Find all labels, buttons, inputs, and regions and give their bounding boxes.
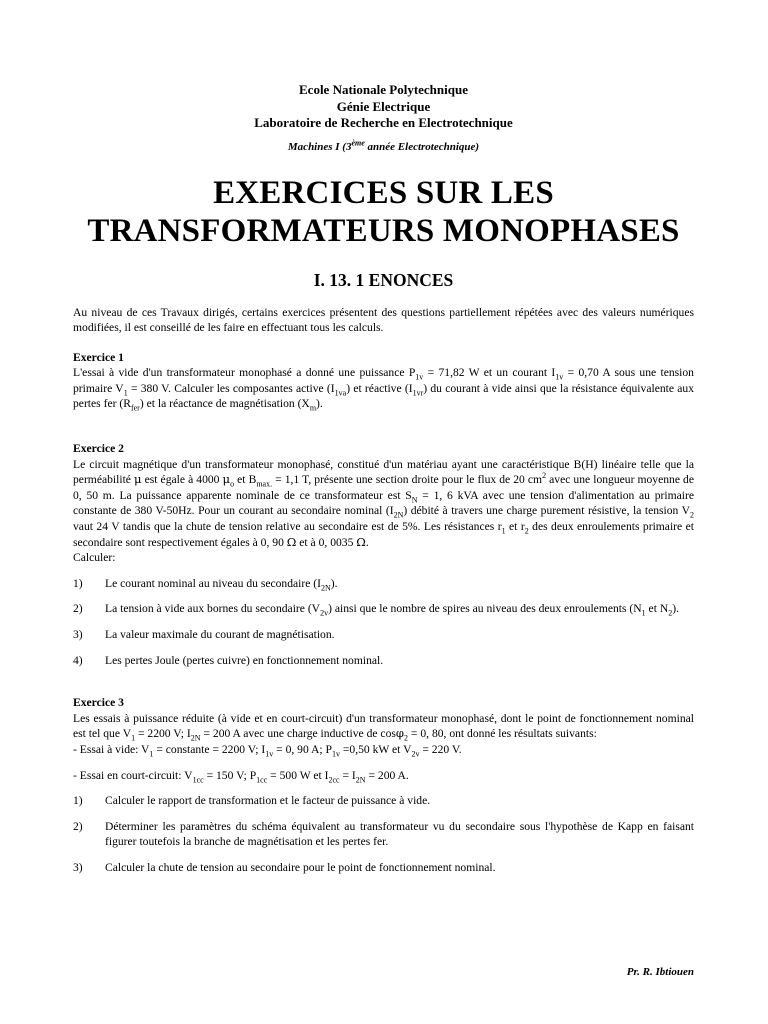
page-title bbox=[73, 174, 694, 250]
title-line-1: EXERCICES SUR LES bbox=[213, 174, 554, 211]
section-heading: I. 13. 1 ENONCES bbox=[313, 269, 454, 290]
course-line: Machines I (3ème année Electrotechnique) bbox=[287, 137, 480, 153]
exercise-2-item-2: 2) La tension à vide aux bornes du secondaire $(V_{2v})$ ainsi que le nombre de spires au niveau des deux enroulements ($N_1$ et $N_2$). bbox=[73, 602, 679, 618]
exercise-1-title: Exercice 1 bbox=[73, 350, 124, 364]
exercise-2-calculer: Calculer: bbox=[73, 551, 116, 565]
exercise-3-item-1: 1) Calculer le rapport de transformation et le facteur de puissance à vide. bbox=[73, 794, 431, 808]
exercise-1-text: L'essai à vide d'un transformateur monophasé a donné une puissance $P_{1v} = 71,82$ W et un courant $I_{1v} = 0,70$ A sous une tension primaire $V_1 = 380$ V. Calculer les composantes active $(I_{1va})$ et réactive $(I_{1vr})$ du courant à vide ainsi que la résistance équivalente aux pertes fer $(R_{fer})$ et la réactance de magnétisation $(X_m)$. bbox=[73, 366, 694, 413]
exercise-2-item-1: 1) Le courant nominal au niveau du secondaire $(I_{2N})$. bbox=[73, 576, 338, 593]
exercise-3-item-2: 2) Déterminer les paramètres du schéma équivalent au transformateur vu du secondaire sous l'hypothèse de Kapp en faisant figurer toutefois la branche de magnétisation et les pertes fer. bbox=[73, 819, 694, 849]
intro-paragraph: Au niveau de ces Travaux dirigés, certains exercices présentent des questions partiellement répétées avec des valeurs numériques modifiées, il est conseillé de les faire en effectuant tous les calculs. bbox=[73, 305, 694, 335]
exercise-2-item-3: 3) La valeur maximale du courant de magnétisation. bbox=[73, 628, 335, 641]
exercise-2-text: Le circuit magnétique d'un transformateur monophasé, constitué d'un matériau ayant une caractéristique B(H) linéaire telle que la perméabilité μ est égale à 4000 $\mu_o$ et $B_{max.} = 1,1$ T, présente une section droite pour le flux de 20 $cm^2$ avec une longueur moyenne de 0, 50 m. La puissance apparente nominale de ce transformateur est $S_N = 1$, 6 kVA avec une tension d'alimentation au primaire constante de 380 V-50Hz. Pour un courant au secondaire nominal $(I_{2N})$ débité à travers une charge purement résistive, la tension $V_2$ vaut 24 V tandis que la chute de tension relative au secondaire est de 5%. Les résistances $r_1$ et $r_2$ des deux enroulements primaire et secondaire sont respectivement égales à 0, 90 Ω et à 0, 0035 Ω. bbox=[73, 457, 694, 549]
exercise-3-text: Les essais à puissance réduite (à vide et en court-circuit) d'un transformateur monophasé, dont le point de fonctionnement nominal est tel que $V_1 = 2200$ V; $I_{2N} = 200$ A avec une charge inductive de cosφ$_2$ = 0, 80, ont donné les résultats suivants: bbox=[73, 711, 694, 743]
exercise-3-essai-vide: - Essai à vide: $V_1$ = constante = 2200 V; $I_{1v} = 0$, 90 A; $P_{1v} =0,50$ kW et $V_{2v} = 220$ V. bbox=[73, 742, 462, 759]
header-block bbox=[73, 82, 694, 132]
exercise-2-item-4: 4) Les pertes Joule (pertes cuivre) en fonctionnement nominal. bbox=[73, 653, 384, 667]
lab-name: Laboratoire de Recherche en Electrotechnique bbox=[254, 115, 513, 130]
exercise-3-title: Exercice 3 bbox=[73, 696, 124, 710]
school-name: Ecole Nationale Polytechnique bbox=[299, 82, 468, 97]
exercise-2-title: Exercice 2 bbox=[73, 442, 124, 456]
exercise-3-item-3: 3) Calculer la chute de tension au secondaire pour le point de fonctionnement nominal. bbox=[73, 860, 496, 874]
title-line-2: TRANSFORMATEURS MONOPHASES bbox=[87, 212, 680, 249]
author-footer: Pr. R. Ibtiouen bbox=[626, 966, 694, 978]
department-name: Génie Electrique bbox=[336, 98, 431, 114]
document-page bbox=[73, 82, 694, 876]
exercise-3-essai-cc: - Essai en court-circuit: $V_{1cc} = 150$ V; $P_{1cc} = 500$ W et $I_{2cc} = I_{2N} = 200$ A. bbox=[73, 768, 409, 784]
